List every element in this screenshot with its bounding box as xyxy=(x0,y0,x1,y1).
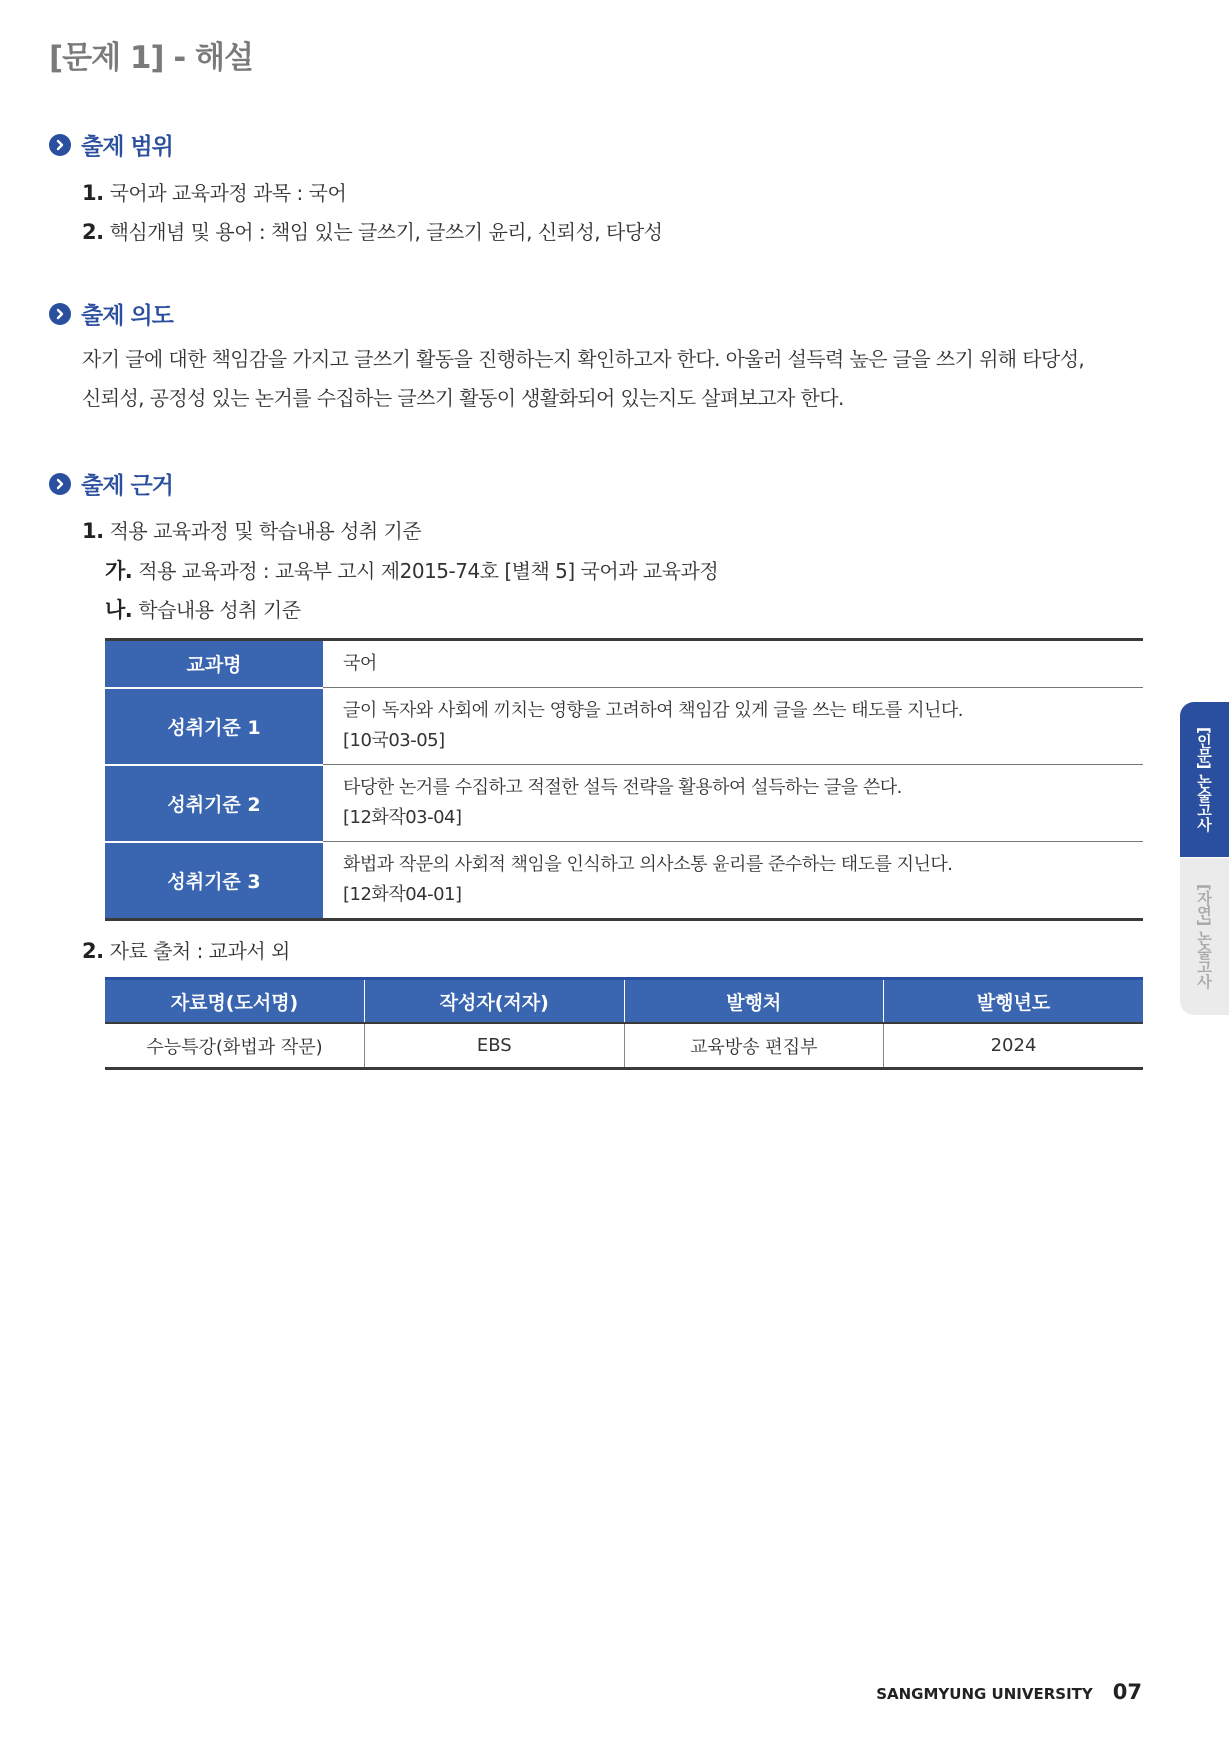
section-heading-intent xyxy=(49,297,173,330)
side-tab-label: [자연] 논술고사 xyxy=(1195,884,1213,989)
list-text: 자료 출처 : 교과서 외 xyxy=(109,939,290,963)
table-row xyxy=(105,1023,1143,1069)
list-text: 국어과 교육과정 과목 : 국어 xyxy=(109,181,347,205)
cell-text: 화법과 작문의 사회적 책임을 인식하고 의사소통 윤리를 준수하는 태도를 지닌다. xyxy=(343,854,953,875)
table-cell: 수능특강(화법과 작문) xyxy=(105,1023,365,1069)
list-item xyxy=(82,515,421,544)
cell-code: [12화작04-01] xyxy=(343,884,462,905)
cell-text: 국어 xyxy=(343,653,377,674)
cell-code: [12화작03-04] xyxy=(343,807,462,828)
university-name: SANGMYUNG UNIVERSITY xyxy=(876,1685,1093,1703)
table-row xyxy=(105,765,1143,842)
table-cell: EBS xyxy=(365,1023,625,1069)
list-text: 핵심개념 및 용어 : 책임 있는 글쓰기, 글쓰기 윤리, 신뢰성, 타당성 xyxy=(109,220,663,244)
list-item xyxy=(82,935,290,964)
chevron-right-icon xyxy=(49,303,71,325)
column-header: 발행년도 xyxy=(884,979,1144,1024)
intent-paragraph xyxy=(82,340,1146,418)
list-item xyxy=(82,177,346,206)
section-title: 출제 근거 xyxy=(81,473,173,499)
paragraph-line: 자기 글에 대한 책임감을 가지고 글쓰기 활동을 진행하는지 확인하고자 한다. 아울러 설득력 높은 글을 쓰기 위해 타당성, xyxy=(82,347,1085,371)
sub-list-item xyxy=(105,555,718,585)
list-number: 1. xyxy=(82,519,104,543)
chevron-right-icon xyxy=(49,473,71,495)
row-label: 성취기준 2 xyxy=(105,765,323,842)
row-value xyxy=(323,688,1143,765)
side-tab-humanities[interactable] xyxy=(1180,702,1229,857)
table-row xyxy=(105,842,1143,920)
cell-text: 타당한 논거를 수집하고 적절한 설득 전략을 활용하여 설득하는 글을 쓴다. xyxy=(343,777,902,798)
table-row xyxy=(105,640,1143,688)
list-number: 나. xyxy=(105,598,133,622)
table-cell: 2024 xyxy=(884,1023,1144,1069)
cell-text: 글이 독자와 사회에 끼치는 영향을 고려하여 책임감 있게 글을 쓰는 태도를 지닌다. xyxy=(343,700,963,721)
row-value xyxy=(323,640,1143,688)
column-header: 자료명(도서명) xyxy=(105,979,365,1024)
table-row xyxy=(105,688,1143,765)
section-title: 출제 의도 xyxy=(81,303,173,329)
page-number: 07 xyxy=(1112,1680,1142,1704)
row-label: 성취기준 3 xyxy=(105,842,323,920)
row-value xyxy=(323,765,1143,842)
list-number: 2. xyxy=(82,939,104,963)
source-table xyxy=(105,977,1143,1070)
row-value xyxy=(323,842,1143,920)
section-title: 출제 범위 xyxy=(81,134,173,160)
column-header: 작성자(저자) xyxy=(365,979,625,1024)
list-number: 가. xyxy=(105,559,133,583)
page-title: [문제 1] - 해설 xyxy=(49,40,253,76)
sub-list-item xyxy=(105,594,301,624)
list-number: 1. xyxy=(82,181,104,205)
cell-code: [10국03-05] xyxy=(343,730,445,751)
list-text: 학습내용 성취 기준 xyxy=(138,598,301,622)
chevron-right-icon xyxy=(49,134,71,156)
side-tab-natural-sciences[interactable] xyxy=(1180,858,1229,1015)
column-header: 발행처 xyxy=(624,979,884,1024)
row-label: 성취기준 1 xyxy=(105,688,323,765)
standards-table xyxy=(105,638,1143,921)
list-text: 적용 교육과정 : 교육부 고시 제2015-74호 [별책 5] 국어과 교육과정 xyxy=(138,559,719,583)
section-heading-scope xyxy=(49,128,173,161)
list-text: 적용 교육과정 및 학습내용 성취 기준 xyxy=(109,519,422,543)
table-cell: 교육방송 편집부 xyxy=(624,1023,884,1069)
side-tab-label: [인문] 논술고사 xyxy=(1195,727,1213,832)
list-number: 2. xyxy=(82,220,104,244)
table-header-row xyxy=(105,979,1143,1024)
list-item xyxy=(82,216,662,245)
section-heading-basis xyxy=(49,467,173,500)
page-footer xyxy=(876,1680,1142,1704)
paragraph-line: 신뢰성, 공정성 있는 논거를 수집하는 글쓰기 활동이 생활화되어 있는지도 살펴보고자 한다. xyxy=(82,386,844,410)
row-label: 교과명 xyxy=(105,640,323,688)
